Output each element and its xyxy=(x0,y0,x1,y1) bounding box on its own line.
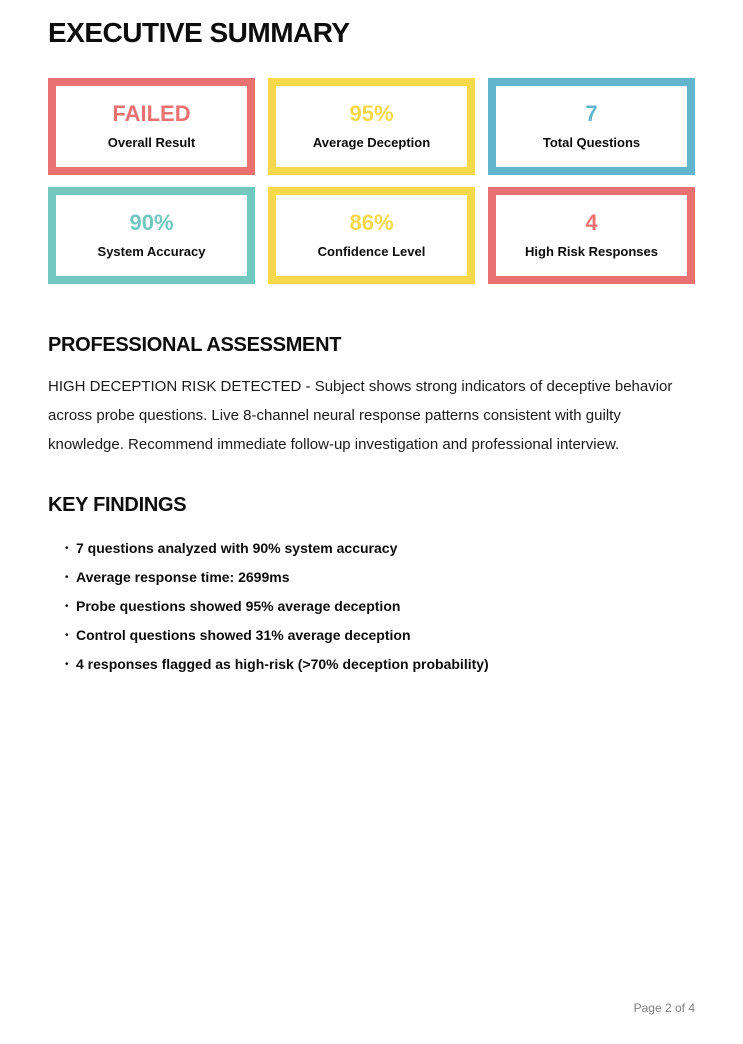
finding-item: • Probe questions showed 95% average deception xyxy=(65,592,695,621)
finding-item: • 7 questions analyzed with 90% system accuracy xyxy=(65,534,695,563)
metric-label: Total Questions xyxy=(542,135,641,150)
metric-card-total-questions xyxy=(488,78,695,175)
page-number: Page 2 of 4 xyxy=(633,1001,695,1015)
finding-item: • Control questions showed 31% average deception xyxy=(65,621,695,650)
metric-label: Average Deception xyxy=(312,135,431,150)
metric-value: 7 xyxy=(585,101,598,126)
page-title: EXECUTIVE SUMMARY xyxy=(48,17,350,48)
metric-value: 90% xyxy=(129,210,174,235)
assessment-body-text: HIGH DECEPTION RISK DETECTED - Subject shows strong indicators of deceptive behavior across probe questions. Live 8-channel neural response patterns consistent with guilty knowledge. Recommend immediate follow-up investigation and professional interview. xyxy=(48,378,673,453)
metric-label: Confidence Level xyxy=(317,244,426,259)
findings-heading: KEY FINDINGS xyxy=(48,494,187,516)
professional-assessment-section xyxy=(48,334,695,459)
metric-value: 95% xyxy=(349,101,394,126)
metric-card-high-risk-responses xyxy=(488,187,695,284)
metric-card-system-accuracy xyxy=(48,187,255,284)
key-findings-section xyxy=(48,494,695,679)
metric-card-average-deception xyxy=(268,78,475,175)
metric-cards-grid xyxy=(48,78,695,284)
findings-list xyxy=(48,534,695,679)
metric-label: System Accuracy xyxy=(97,244,206,259)
metric-value: 86% xyxy=(349,210,394,235)
metric-value: FAILED xyxy=(112,101,191,126)
assessment-heading: PROFESSIONAL ASSESSMENT xyxy=(48,334,342,356)
metric-card-overall-result xyxy=(48,78,255,175)
finding-item: • Average response time: 2699ms xyxy=(65,563,695,592)
metric-label: Overall Result xyxy=(107,135,196,150)
metric-value: 4 xyxy=(585,210,598,235)
metric-card-confidence-level xyxy=(268,187,475,284)
metric-label: High Risk Responses xyxy=(525,244,658,259)
finding-item: • 4 responses flagged as high-risk (>70% deception probability) xyxy=(65,650,695,679)
